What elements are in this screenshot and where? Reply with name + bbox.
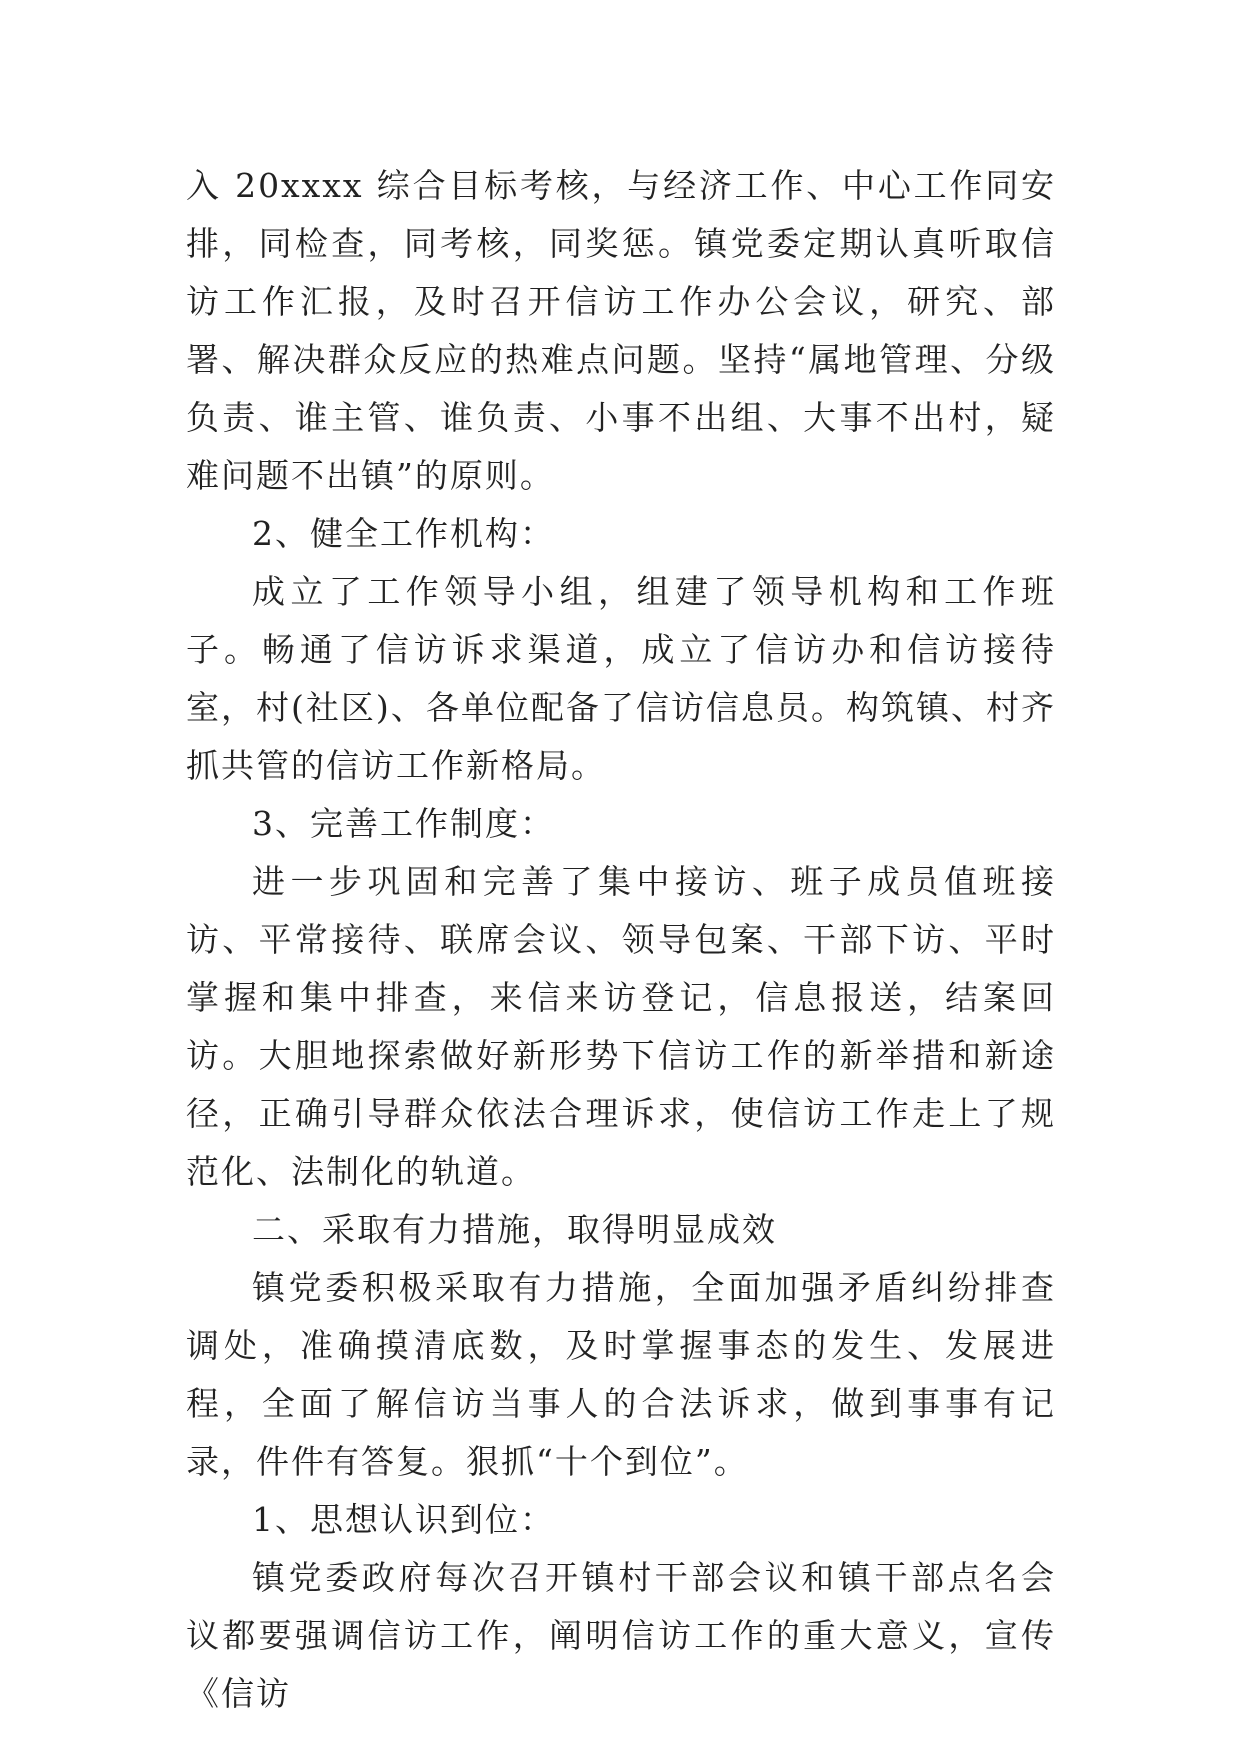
paragraph-measures: 镇党委积极采取有力措施，全面加强矛盾纠纷排查调处，准确摸清底数，及时掌握事态的发生、发展进程，全面了解信访当事人的合法诉求，做到事事有记录，件件有答复。狠抓“十个到位”。 — [186, 1268, 1056, 1481]
paragraph-continuation: 入 20xxxx 综合目标考核，与经济工作、中心工作同安排，同检查，同考核，同奖惩。镇党委定期认真听取信访工作汇报，及时召开信访工作办公会议，研究、部署、解决群众反应的热难点问题。坚持“属地管理、分级负责、谁主管、谁负责、小事不出组、大事不出村，疑难问题不出镇”的原则。 — [186, 166, 1056, 495]
paragraph-organization: 成立了工作领导小组，组建了领导机构和工作班子。畅通了信访诉求渠道，成立了信访办和信访接待室，村(社区)、各单位配备了信访信息员。构筑镇、村齐抓共管的信访工作新格局。 — [186, 572, 1056, 785]
paragraph-thinking: 镇党委政府每次召开镇村干部会议和镇干部点名会议都要强调信访工作，阐明信访工作的重大意义，宣传《信访 — [186, 1558, 1056, 1713]
paragraph-system: 进一步巩固和完善了集中接访、班子成员值班接访、平常接待、联席会议、领导包案、干部下访、平时掌握和集中排查，来信来访登记，信息报送，结案回访。大胆地探索做好新形势下信访工作的新举措和新途径，正确引导群众依法合理诉求，使信访工作走上了规范化、法制化的轨道。 — [186, 862, 1056, 1191]
heading-improve-organization: 2、健全工作机构： — [252, 514, 555, 553]
heading-improve-system: 3、完善工作制度： — [252, 804, 555, 843]
heading-section-two: 二、采取有力措施，取得明显成效 — [252, 1210, 777, 1249]
document-body — [186, 157, 1056, 1723]
heading-thinking: 1、思想认识到位： — [252, 1500, 555, 1539]
